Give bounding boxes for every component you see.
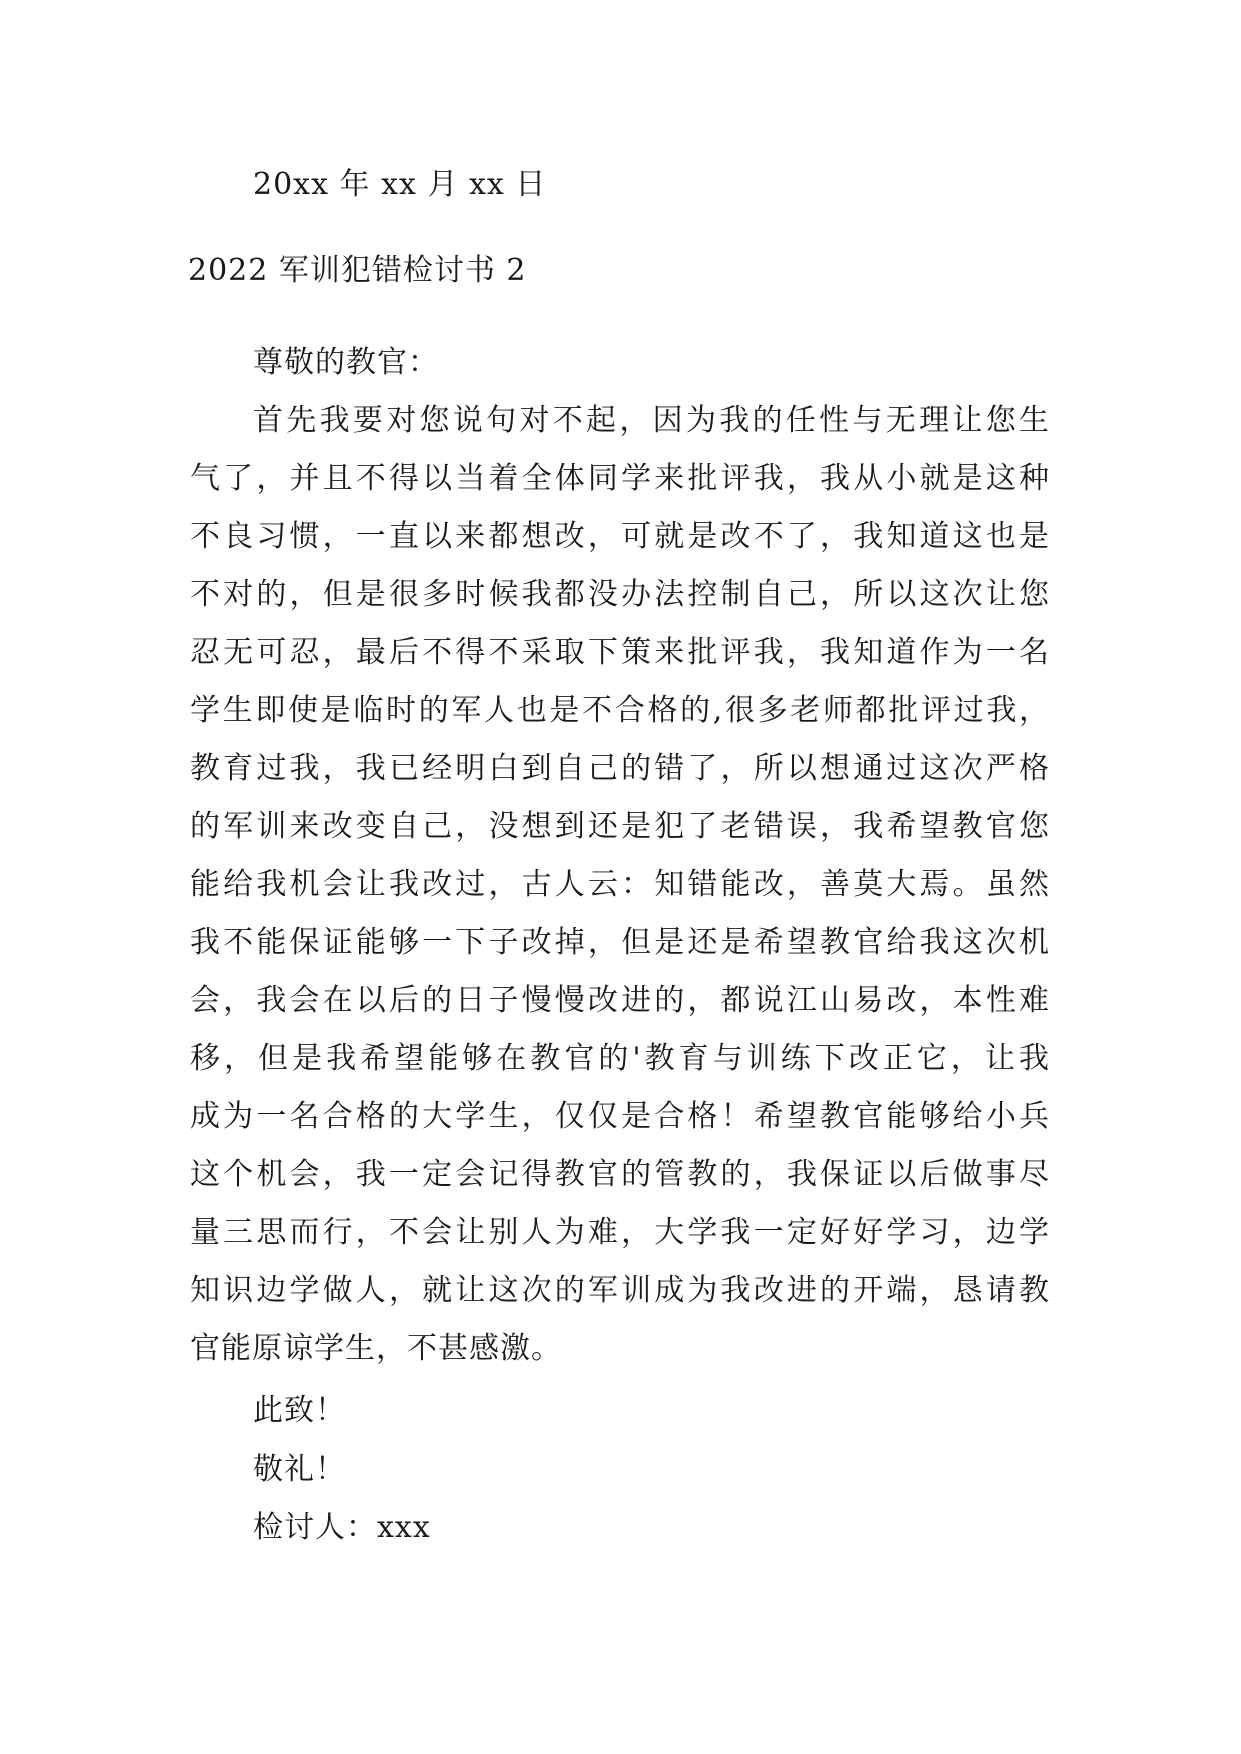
- salutation: 尊敬的教官：: [253, 345, 439, 380]
- signature: 检讨人：xxx: [253, 1510, 431, 1545]
- body-line: 能给我机会让我改过，古人云：知错能改，善莫大焉。虽然: [190, 867, 1050, 902]
- body-line: 教育过我，我已经明白到自己的错了，所以想通过这次严格: [190, 751, 1050, 786]
- body-line: 不对的，但是很多时候我都没办法控制自己，所以这次让您: [190, 577, 1050, 612]
- body-line: 的军训来改变自己，没想到还是犯了老错误，我希望教官您: [190, 809, 1050, 844]
- document-title: 2022 军训犯错检讨书 2: [188, 253, 527, 288]
- body-line: 知识边学做人，就让这次的军训成为我改进的开端，恳请教: [190, 1273, 1050, 1308]
- closing-line: 此致！: [253, 1393, 346, 1428]
- body-line: 学生即使是临时的军人也是不合格的,很多老师都批评过我，: [190, 693, 1050, 728]
- body-line: 不良习惯，一直以来都想改，可就是改不了，我知道这也是: [190, 519, 1050, 554]
- body-line: 忍无可忍，最后不得不采取下策来批评我，我知道作为一名: [190, 635, 1050, 670]
- body-line: 这个机会，我一定会记得教官的管教的，我保证以后做事尽: [190, 1157, 1050, 1192]
- body-line: 成为一名合格的大学生，仅仅是合格！希望教官能够给小兵: [190, 1099, 1050, 1134]
- body-line: 我不能保证能够一下子改掉，但是还是希望教官给我这次机: [190, 925, 1050, 960]
- document-date: 20xx 年 xx 月 xx 日: [253, 167, 547, 202]
- closing-salute: 敬礼！: [253, 1452, 346, 1487]
- body-line: 会，我会在以后的日子慢慢改进的，都说江山易改，本性难: [190, 983, 1050, 1018]
- body-line: 移，但是我希望能够在教官的'教育与训练下改正它，让我: [190, 1041, 1050, 1076]
- body-line: 气了，并且不得以当着全体同学来批评我，我从小就是这种: [190, 461, 1050, 496]
- body-line: 官能原谅学生，不甚感激。: [190, 1331, 562, 1366]
- body-line: 首先我要对您说句对不起，因为我的任性与无理让您生: [253, 403, 1050, 438]
- body-line: 量三思而行，不会让别人为难，大学我一定好好学习，边学: [190, 1215, 1050, 1250]
